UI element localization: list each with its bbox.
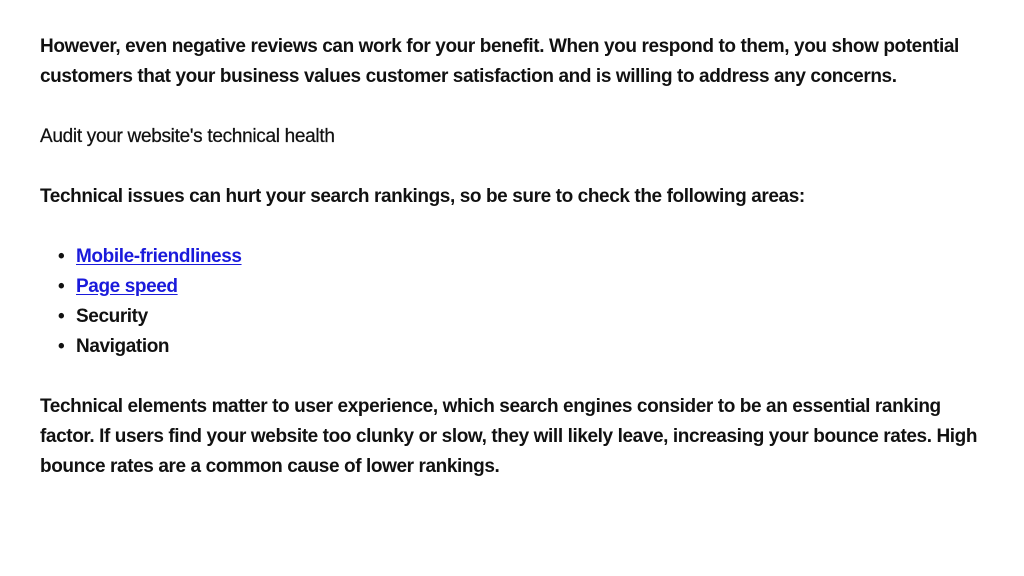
checklist-item-page-speed	[40, 272, 980, 302]
spacer	[40, 362, 980, 392]
checklist-item-label: Security	[76, 306, 148, 327]
page-speed-link[interactable]: Page speed	[76, 276, 178, 297]
spacer	[40, 92, 980, 122]
bullet-icon: •	[58, 246, 65, 267]
intro-paragraph: However, even negative reviews can work for your benefit. When you respond to them, you show potential customers that your business values customer satisfaction and is willing to address any concerns.	[40, 36, 959, 87]
article-body	[40, 32, 980, 482]
lead-paragraph: Technical issues can hurt your search rankings, so be sure to check the following areas:	[40, 186, 805, 207]
bullet-icon: •	[58, 306, 65, 327]
spacer	[40, 152, 980, 182]
checklist-item-security	[40, 302, 980, 332]
checklist-item-mobile-friendliness	[40, 242, 980, 272]
section-heading: Audit your website's technical health	[40, 126, 335, 147]
mobile-friendliness-link[interactable]: Mobile-friendliness	[76, 246, 242, 267]
checklist-item-label: Navigation	[76, 336, 170, 357]
closing-paragraph: Technical elements matter to user experience, which search engines consider to be an essential ranking factor. If users find your website too clunky or slow, they will likely leave, increasing your bounce rates. High bounce rates are a common cause of lower rankings.	[40, 396, 978, 477]
checklist-item-navigation	[40, 332, 980, 362]
spacer	[40, 212, 980, 242]
checklist	[40, 242, 980, 362]
bullet-icon: •	[58, 336, 65, 357]
bullet-icon: •	[58, 276, 65, 297]
